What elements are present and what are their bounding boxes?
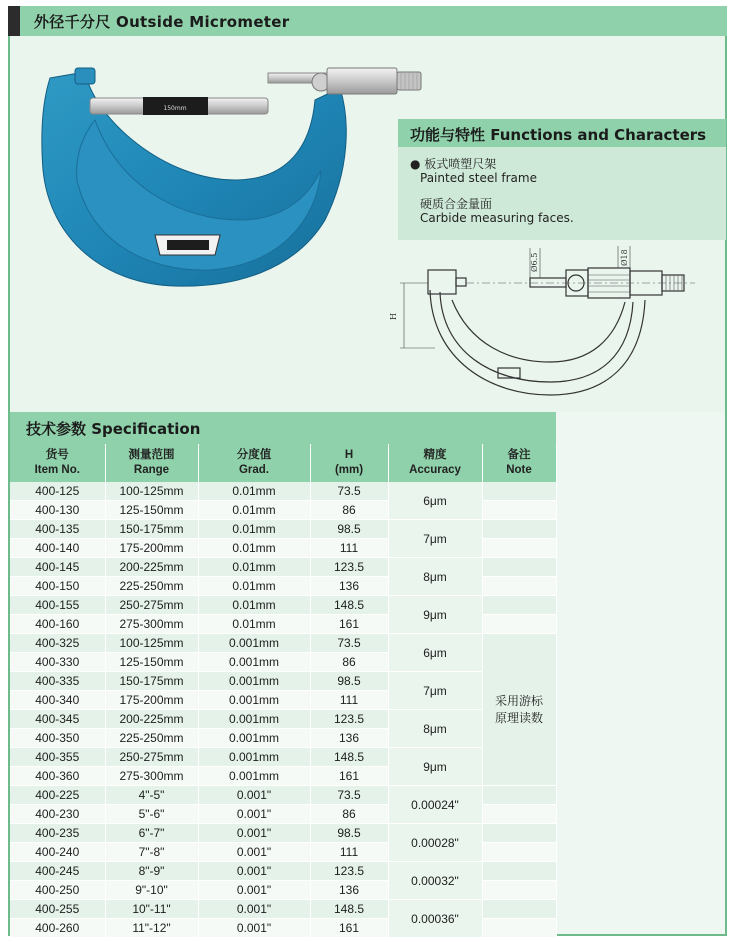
cell-accuracy: 6μm <box>388 634 482 672</box>
cell-h: 86 <box>310 805 388 824</box>
cell-grad: 0.001mm <box>198 672 310 691</box>
feature-1-cn: ● 板式喷塑尺架 <box>410 157 497 171</box>
cell-range: 100-125mm <box>105 482 198 501</box>
cell-grad: 0.001" <box>198 900 310 919</box>
micrometer-photo <box>35 60 430 300</box>
dim-d2-label: Ø18 <box>620 249 629 266</box>
dim-h-label: H <box>389 313 398 320</box>
spec-header <box>10 412 556 444</box>
cell-range: 200-225mm <box>105 710 198 729</box>
cell-h: 148.5 <box>310 748 388 767</box>
table-row <box>10 596 556 615</box>
cell-grad: 0.01mm <box>198 539 310 558</box>
cell-grad: 0.001" <box>198 786 310 805</box>
rod-label: 150mm <box>163 105 187 112</box>
cell-accuracy: 6μm <box>388 482 482 520</box>
cell-h: 98.5 <box>310 824 388 843</box>
table-row <box>10 786 556 805</box>
cell-grad: 0.01mm <box>198 501 310 520</box>
features-panel <box>398 119 726 240</box>
cell-range: 9"-10" <box>105 881 198 900</box>
cell-note-empty <box>482 539 556 558</box>
header-accuracy-en: Accuracy <box>409 464 461 476</box>
cell-range: 150-175mm <box>105 672 198 691</box>
header-item-no-en: Item No. <box>34 464 80 476</box>
cell-h: 123.5 <box>310 710 388 729</box>
spec-title: 技术参数 Specification <box>26 420 201 438</box>
cell-grad: 0.001mm <box>198 748 310 767</box>
header-h-cn: H <box>344 449 354 461</box>
cell-h: 98.5 <box>310 520 388 539</box>
cell-item-no: 400-150 <box>10 577 105 596</box>
cell-grad: 0.001" <box>198 843 310 862</box>
cell-h: 111 <box>310 843 388 862</box>
cell-range: 10"-11" <box>105 900 198 919</box>
cell-note-empty <box>482 786 556 805</box>
cell-note-empty <box>482 805 556 824</box>
cell-range: 175-200mm <box>105 539 198 558</box>
page-title: 外径千分尺 Outside Micrometer <box>34 13 290 31</box>
cell-grad: 0.01mm <box>198 482 310 501</box>
cell-grad: 0.001mm <box>198 691 310 710</box>
header-range-cn: 测量范围 <box>128 449 175 461</box>
cell-item-no: 400-160 <box>10 615 105 634</box>
cell-grad: 0.01mm <box>198 577 310 596</box>
technical-drawing <box>380 240 725 405</box>
cell-range: 7"-8" <box>105 843 198 862</box>
cell-grad: 0.01mm <box>198 520 310 539</box>
cell-note: 采用游标原理读数 <box>482 634 556 786</box>
cell-h: 111 <box>310 539 388 558</box>
cell-note-empty <box>482 919 556 938</box>
cell-note-empty <box>482 824 556 843</box>
cell-item-no: 400-235 <box>10 824 105 843</box>
cell-note-empty <box>482 482 556 501</box>
cell-h: 136 <box>310 729 388 748</box>
header-note-en: Note <box>506 464 532 476</box>
cell-range: 275-300mm <box>105 615 198 634</box>
cell-accuracy: 7μm <box>388 672 482 710</box>
cell-note-empty <box>482 558 556 577</box>
header-item-no-cn: 货号 <box>45 449 69 461</box>
cell-item-no: 400-135 <box>10 520 105 539</box>
cell-range: 6"-7" <box>105 824 198 843</box>
cell-range: 225-250mm <box>105 729 198 748</box>
cell-range: 150-175mm <box>105 520 198 539</box>
cell-grad: 0.001mm <box>198 653 310 672</box>
header-note <box>482 444 556 482</box>
header-grad-cn: 分度值 <box>236 449 272 461</box>
cell-h: 86 <box>310 501 388 520</box>
table-row <box>10 824 556 843</box>
cell-range: 250-275mm <box>105 596 198 615</box>
cell-grad: 0.001mm <box>198 710 310 729</box>
table-row <box>10 862 556 881</box>
dim-d1-label: Ø6.5 <box>530 252 539 272</box>
feature-2-en: Carbide measuring faces. <box>420 211 574 225</box>
cell-h: 161 <box>310 615 388 634</box>
cell-item-no: 400-145 <box>10 558 105 577</box>
table-row <box>10 482 556 501</box>
cell-range: 5"-6" <box>105 805 198 824</box>
cell-grad: 0.01mm <box>198 558 310 577</box>
cell-h: 98.5 <box>310 672 388 691</box>
cell-range: 4"-5" <box>105 786 198 805</box>
cell-grad: 0.001mm <box>198 729 310 748</box>
cell-item-no: 400-245 <box>10 862 105 881</box>
cell-h: 148.5 <box>310 596 388 615</box>
feature-2-cn: 硬质合金量面 <box>420 197 493 211</box>
feature-1-en: Painted steel frame <box>420 171 537 185</box>
cell-grad: 0.01mm <box>198 615 310 634</box>
drawing-svg <box>380 240 725 405</box>
cell-accuracy: 0.00024" <box>388 786 482 824</box>
cell-accuracy: 0.00032" <box>388 862 482 900</box>
cell-range: 100-125mm <box>105 634 198 653</box>
cell-accuracy: 7μm <box>388 520 482 558</box>
cell-grad: 0.001" <box>198 881 310 900</box>
cell-grad: 0.001" <box>198 862 310 881</box>
header-accuracy <box>388 444 482 482</box>
cell-range: 8"-9" <box>105 862 198 881</box>
cell-grad: 0.001" <box>198 824 310 843</box>
table-row <box>10 558 556 577</box>
cell-h: 123.5 <box>310 862 388 881</box>
cell-accuracy: 9μm <box>388 596 482 634</box>
header-grad-en: Grad. <box>238 464 270 476</box>
cell-item-no: 400-335 <box>10 672 105 691</box>
cell-item-no: 400-155 <box>10 596 105 615</box>
cell-item-no: 400-345 <box>10 710 105 729</box>
cell-note-empty <box>482 843 556 862</box>
cell-h: 73.5 <box>310 634 388 653</box>
header-h-en: (mm) <box>334 464 364 476</box>
cell-range: 250-275mm <box>105 748 198 767</box>
cell-note-empty <box>482 900 556 919</box>
cell-item-no: 400-130 <box>10 501 105 520</box>
cell-item-no: 400-230 <box>10 805 105 824</box>
cell-item-no: 400-260 <box>10 919 105 938</box>
cell-grad: 0.001" <box>198 805 310 824</box>
cell-item-no: 400-140 <box>10 539 105 558</box>
cell-h: 161 <box>310 919 388 938</box>
cell-note-empty <box>482 520 556 539</box>
table-row <box>10 672 556 691</box>
cell-item-no: 400-225 <box>10 786 105 805</box>
cell-accuracy: 8μm <box>388 710 482 748</box>
cell-h: 136 <box>310 577 388 596</box>
table-row <box>10 710 556 729</box>
cell-accuracy: 9μm <box>388 748 482 786</box>
cell-item-no: 400-330 <box>10 653 105 672</box>
cell-grad: 0.01mm <box>198 596 310 615</box>
cell-range: 200-225mm <box>105 558 198 577</box>
features-title: 功能与特性 Functions and Characters <box>410 126 707 144</box>
cell-h: 136 <box>310 881 388 900</box>
header-range-en: Range <box>133 464 170 476</box>
cell-note-empty <box>482 577 556 596</box>
features-header <box>398 119 726 147</box>
cell-range: 175-200mm <box>105 691 198 710</box>
cell-range: 125-150mm <box>105 501 198 520</box>
cell-h: 73.5 <box>310 482 388 501</box>
cell-h: 148.5 <box>310 900 388 919</box>
cell-item-no: 400-325 <box>10 634 105 653</box>
header-grad <box>198 444 310 482</box>
spec-body <box>10 482 556 938</box>
micrometer-illustration <box>35 60 430 300</box>
cell-note-empty <box>482 596 556 615</box>
header-note-cn: 备注 <box>507 449 531 461</box>
table-row <box>10 634 556 653</box>
cell-grad: 0.001" <box>198 919 310 938</box>
cell-item-no: 400-255 <box>10 900 105 919</box>
spec-table <box>10 444 557 938</box>
cell-grad: 0.001mm <box>198 767 310 786</box>
cell-item-no: 400-350 <box>10 729 105 748</box>
cell-note-empty <box>482 881 556 900</box>
title-marker <box>8 6 20 36</box>
table-row <box>10 520 556 539</box>
cell-range: 275-300mm <box>105 767 198 786</box>
cell-range: 225-250mm <box>105 577 198 596</box>
cell-item-no: 400-125 <box>10 482 105 501</box>
cell-h: 73.5 <box>310 786 388 805</box>
cell-h: 111 <box>310 691 388 710</box>
header-h <box>310 444 388 482</box>
cell-item-no: 400-360 <box>10 767 105 786</box>
cell-accuracy: 8μm <box>388 558 482 596</box>
header-range <box>105 444 198 482</box>
cell-accuracy: 0.00028" <box>388 824 482 862</box>
cell-item-no: 400-250 <box>10 881 105 900</box>
table-row <box>10 748 556 767</box>
cell-h: 123.5 <box>310 558 388 577</box>
cell-note-empty <box>482 615 556 634</box>
cell-range: 125-150mm <box>105 653 198 672</box>
cell-item-no: 400-355 <box>10 748 105 767</box>
cell-item-no: 400-340 <box>10 691 105 710</box>
cell-accuracy: 0.00036" <box>388 900 482 938</box>
cell-h: 161 <box>310 767 388 786</box>
cell-h: 86 <box>310 653 388 672</box>
cell-range: 11"-12" <box>105 919 198 938</box>
header-accuracy-cn: 精度 <box>423 449 447 461</box>
table-row <box>10 900 556 919</box>
cell-note-empty <box>482 501 556 520</box>
cell-note-empty <box>482 862 556 881</box>
cell-grad: 0.001mm <box>198 634 310 653</box>
header-item-no <box>10 444 105 482</box>
spec-header-row <box>10 444 556 482</box>
cell-item-no: 400-240 <box>10 843 105 862</box>
